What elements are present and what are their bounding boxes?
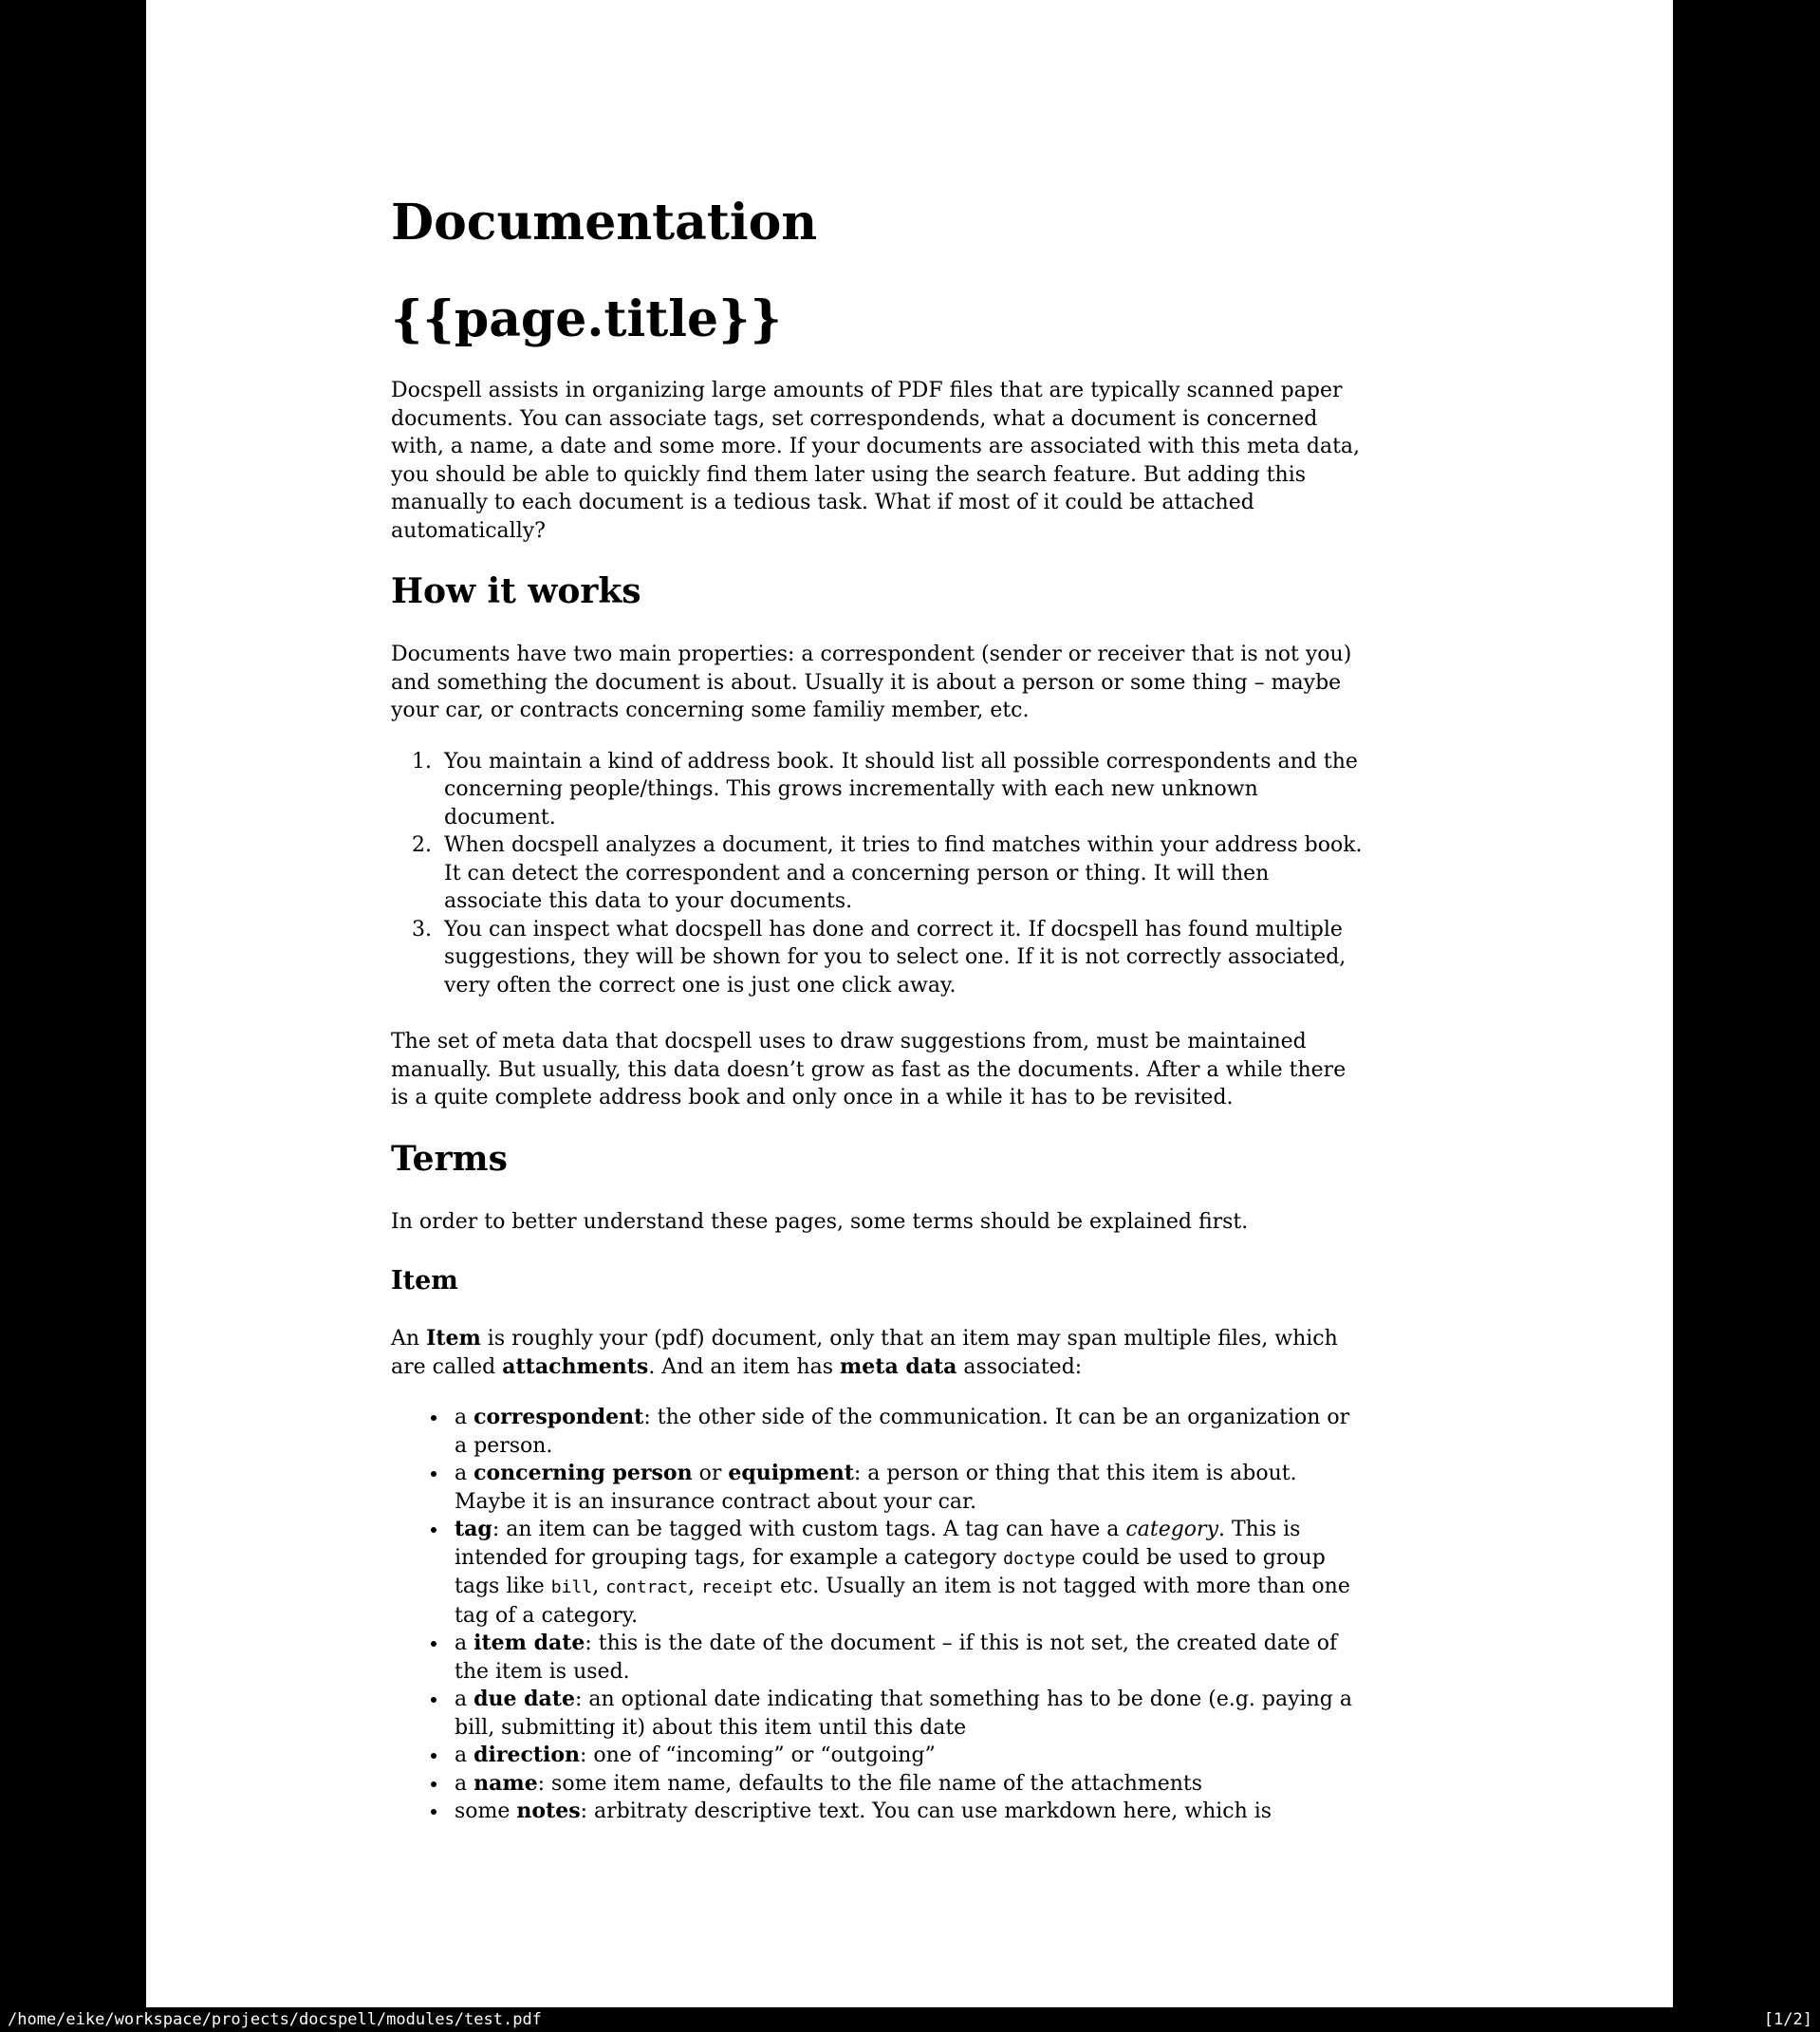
item-metadata-bullet: • a concerning person or equipment: a person or thing that this item is about. Maybe it is an insurance contract about your car. (449, 1460, 1368, 1516)
workflow-step: 1. You maintain a kind of address book. It should list all possible correspondents and the concerning people/things. This grows incrementally with each new unknown document. (438, 748, 1368, 832)
workflow-step: 3. You can inspect what docspell has done and correct it. If docspell has found multiple suggestions, they will be shown for you to select one. If it is not correctly associated, very often the correct one is just one click away. (438, 916, 1368, 1000)
item-definition-paragraph: An Item is roughly your (pdf) document, only that an item may span multiple files, which are called attachments. And an item has meta data associated: (391, 1326, 1338, 1379)
doc-subtitle: {{page.title}} (391, 290, 782, 348)
item-metadata-bullet: • a correspondent: the other side of the communication. It can be an organization or a person. (449, 1404, 1368, 1460)
item-metadata-bullet: • tag: an item can be tagged with custom tags. A tag can have a category. This is intended for grouping tags, for example a category doctype could be used to group tags like bill, contract, receipt etc. Usually an item is not tagged with more than one tag of a category. (449, 1516, 1368, 1630)
workflow-step: 2. When docspell analyzes a document, it tries to find matches within your address book. It can detect the correspondent and a concerning person or thing. It will then associate this data to your documents. (438, 831, 1368, 916)
item-metadata-bullet: • a due date: an optional date indicating that something has to be done (e.g. paying a bill, submitting it) about this item until this date (449, 1686, 1368, 1742)
item-metadata-list (391, 1404, 1368, 1826)
how-it-works-paragraph: Documents have two main properties: a correspondent (sender or receiver that is not you) and something the document is about. Usually it is about a person or some thing – maybe your car, or contracts concerning some familiy member, etc. (391, 643, 1352, 722)
workflow-steps-list (391, 748, 1368, 1000)
item-metadata-bullet: • a name: some item name, defaults to the file name of the attachments (449, 1770, 1368, 1799)
statusbar (0, 2007, 1820, 2032)
intro-paragraph: Docspell assists in organizing large amounts of PDF files that are typically scanned paper documents. You can associate tags, set correspondends, what a document is concerned with, a name, a date and some more. If your documents are associated with this meta data, you should be able to quickly find them later using the search feature. But adding this manually to each document is a tedious task. What if most of it could be attached automatically? (391, 379, 1361, 543)
how-it-works-outro-paragraph: The set of meta data that docspell uses to draw suggestions from, must be maintained manually. But usually, this data doesn’t grow as fast as the documents. After a while there is a quite complete address book and only once in a while it has to be revisited. (391, 1030, 1346, 1109)
subsection-heading-item: Item (391, 1266, 458, 1296)
statusbar-file-path: /home/eike/workspace/projects/docspell/modules/test.pdf (8, 2010, 542, 2029)
statusbar-page-indicator: [1/2] (1763, 2010, 1812, 2029)
item-metadata-bullet: • a direction: one of “incoming” or “outgoing” (449, 1742, 1368, 1770)
document-content (391, 0, 1368, 1826)
item-metadata-bullet: • a item date: this is the date of the document – if this is not set, the created date of the item is used. (449, 1630, 1368, 1686)
section-heading-how-it-works: How it works (391, 571, 641, 611)
item-metadata-bullet: • some notes: arbitraty descriptive text. You can use markdown here, which is (449, 1798, 1368, 1826)
section-heading-terms: Terms (391, 1138, 508, 1179)
pdf-page[interactable] (146, 0, 1673, 2007)
doc-title: Documentation (391, 194, 818, 252)
terms-intro-paragraph: In order to better understand these pages, some terms should be explained first. (391, 1209, 1249, 1234)
